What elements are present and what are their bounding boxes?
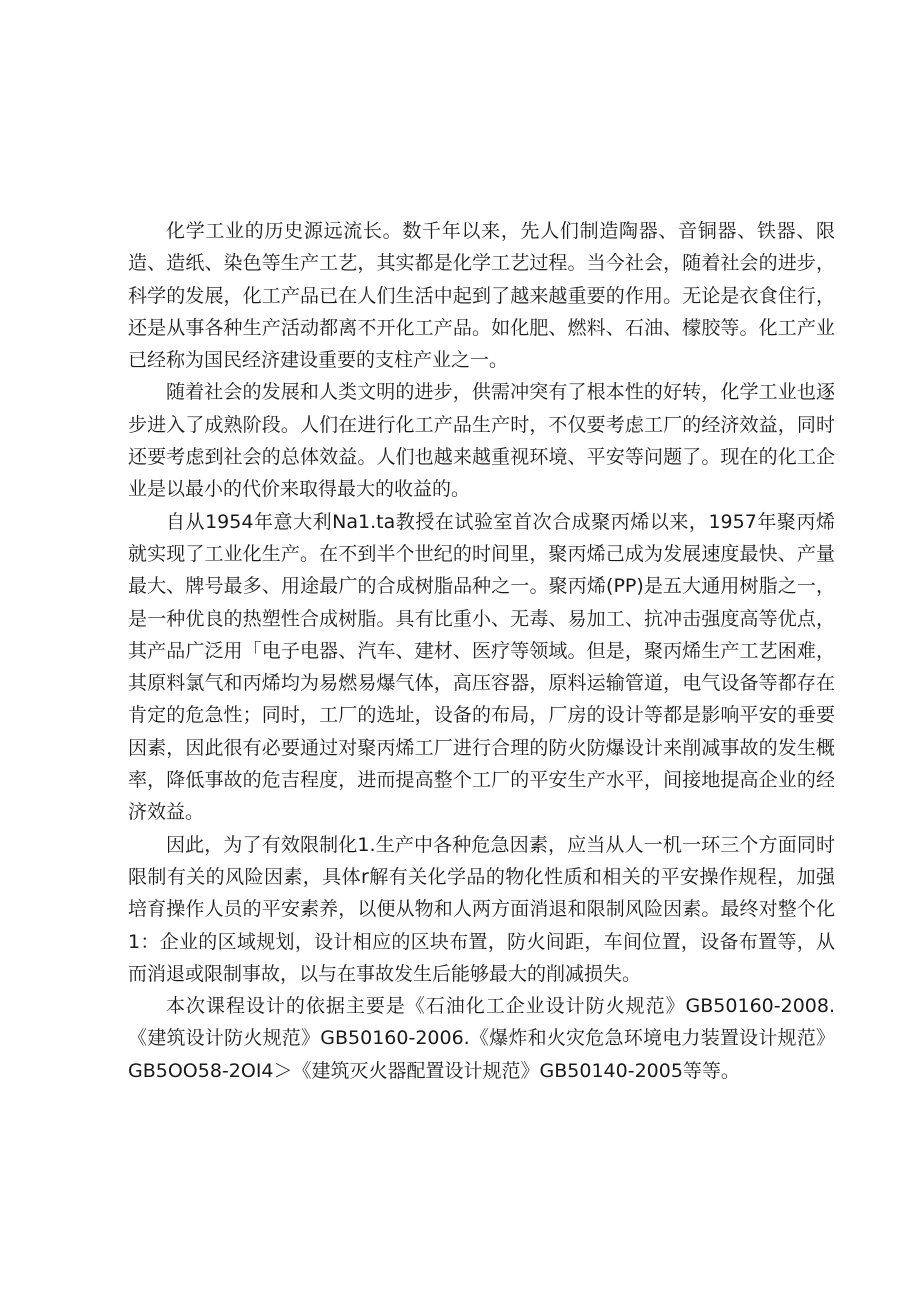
paragraph-development: 随着社会的发展和人类文明的进步，供需冲突有了根本性的好转，化学工业也逐步进入了成熟阶段。人们在进行化工产品生产时，不仅要考虑工厂的经济效益，同时还要考虑到社会的总体效益。人们也越来越重视环境、平安等问题了。现在的化工企业是以最小的代价来取得最大的收益的。 (128, 381, 835, 501)
paragraph-risk-control: 因此，为了有效限制化1.生产中各种危急因素，应当从人一机一环三个方面同时限制有关的风险因素，具体r解有关化学品的物化性质和相关的平安操作规程，加强培育操作人员的平安素养，以便从物和人两方面消退和限制风险因素。最终对整个化1：企业的区域规划，设计相应的区块布置，防火间距，车间位置，设备布置等，从而消退或限制事故，以与在事故发生后能够最大的削减损失。 (128, 833, 835, 985)
paragraph-history: 化学工业的历史源远流长。数千年以来，先人们制造陶器、音铜器、铁器、限造、造纸、染色等生产工艺，其实都是化学工艺过程。当今社会，随着社会的进步，科学的发展，化工产品已在人们生活中起到了越来越重要的作用。无论是衣食住行，还是从事各种生产活动都离不开化工产品。如化肥、燃料、石油、檬胶等。化工产业已经称为国民经济建设重要的支柱产业之一。 (128, 220, 835, 372)
paragraph-design-basis: 本次课程设计的依据主要是《石油化工企业设计防火规范》GB50160-2008.《建筑设计防火规范》GB50160-2006.《爆炸和火灾危急环境电力装置设计规范》GB5OO58-2OI4＞《建筑灭火器配置设计规范》GB50140-2005等等。 (128, 995, 835, 1082)
paragraph-polypropylene: 自从1954年意大利Na1.ta教授在试验室首次合成聚丙烯以来，1957年聚丙烯就实现了工业化生产。在不到半个世纪的时间里，聚丙烯己成为发展速度最快、产量最大、牌号最多、用途最广的合成树脂品种之一。聚丙烯(PP)是五大通用树脂之一，是一种优良的热塑性合成树脂。具有比重小、无毒、易加工、抗冲击强度高等优点，其产品广泛用「电子电器、汽车、建材、医疗等领域。但是，聚丙烯生产工艺困难，其原料氯气和丙烯均为易燃易爆气体，高压容器，原料运输管道，电气设备等都存在肯定的危急性；同时，工厂的选址，设备的布局，厂房的设计等都是影响平安的垂要因素，因此很有必要通过对聚丙烯工厂进行合理的防火防爆设计来削减事故的发生概率，降低事故的危吉程度，进而提高整个工厂的平安生产水平，间接地提高企业的经济效益。 (128, 510, 835, 824)
document-body (128, 215, 835, 1087)
